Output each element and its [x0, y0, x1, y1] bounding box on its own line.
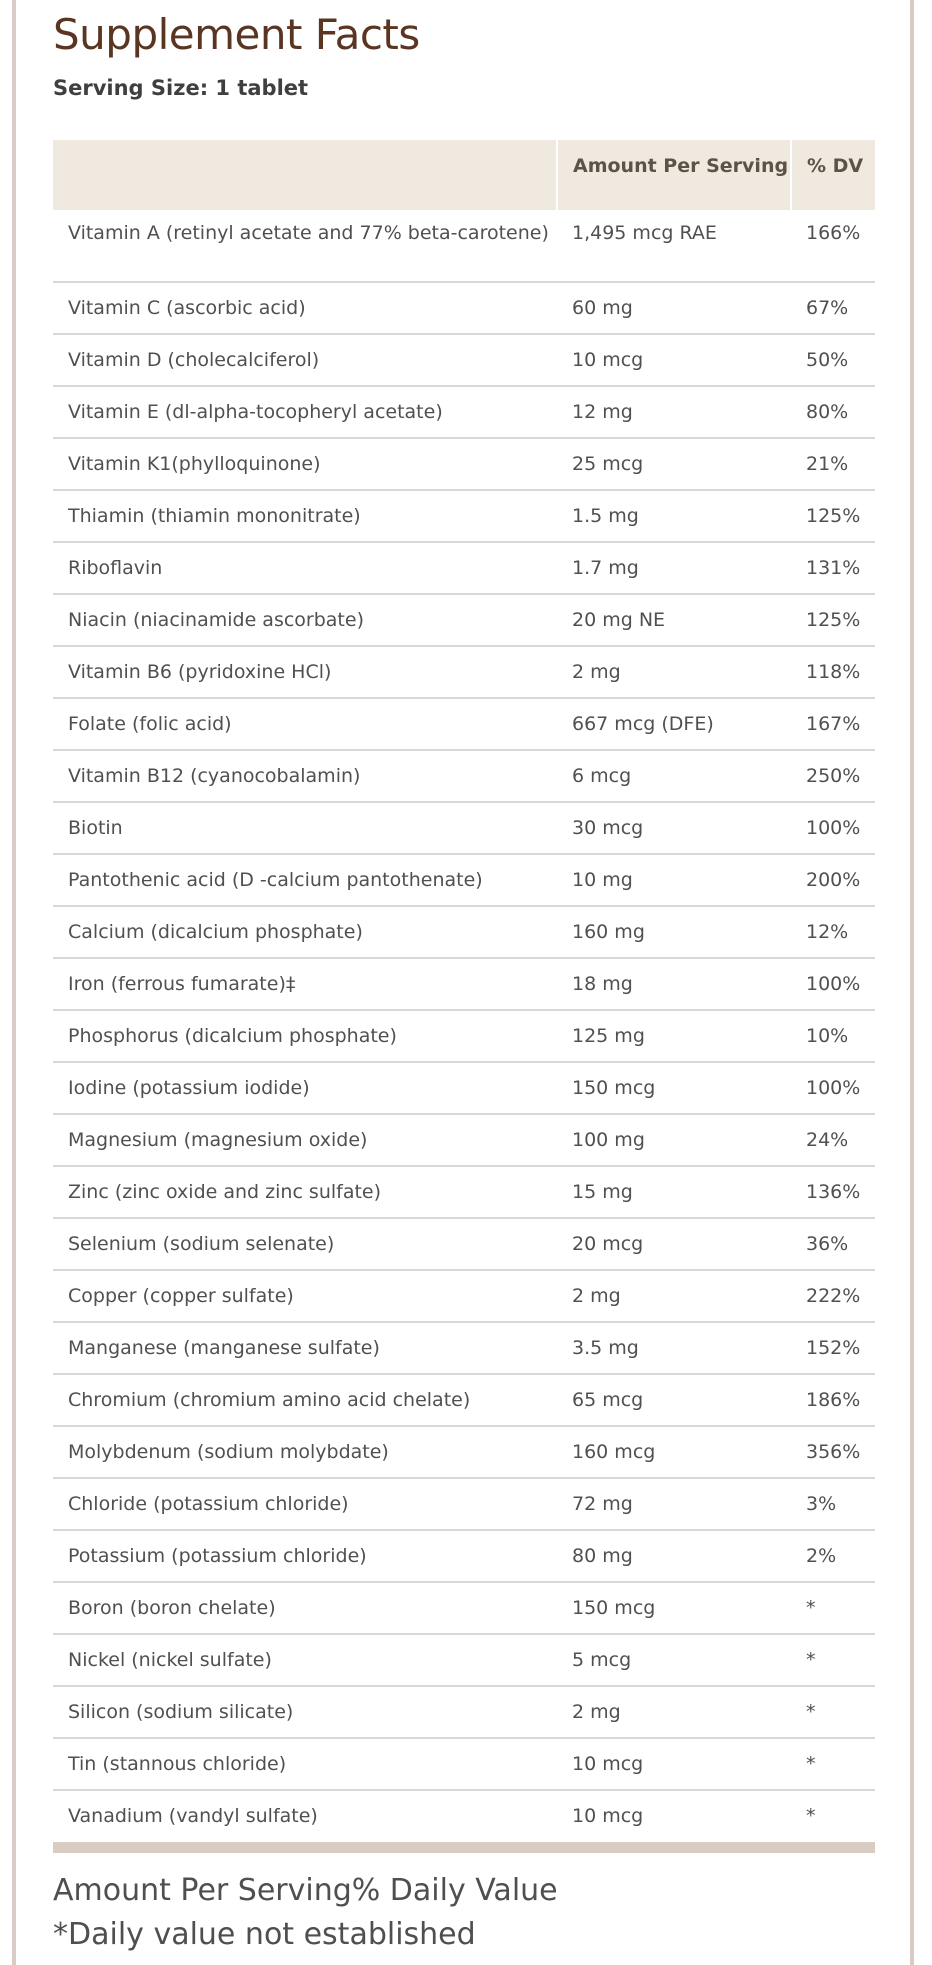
nutrient-name: Vitamin B6 (pyridoxine HCl) [53, 646, 557, 698]
percent-dv: 200% [791, 854, 875, 906]
nutrient-name: Riboflavin [53, 542, 557, 594]
amount-per-serving: 30 mcg [557, 802, 791, 854]
amount-per-serving: 20 mcg [557, 1218, 791, 1270]
table-row [53, 1686, 875, 1738]
percent-dv: 222% [791, 1270, 875, 1322]
footnote-not-established: *Daily value not established [53, 1917, 476, 1952]
table-row [53, 1790, 875, 1842]
table-row [53, 1738, 875, 1790]
nutrient-name: Biotin [53, 802, 557, 854]
nutrient-name: Pantothenic acid (D -calcium pantothenate) [53, 854, 557, 906]
percent-dv: * [791, 1738, 875, 1790]
nutrient-name: Silicon (sodium silicate) [53, 1686, 557, 1738]
percent-dv: 50% [791, 334, 875, 386]
nutrient-name: Vitamin A (retinyl acetate and 77% beta-carotene) [53, 210, 557, 282]
nutrient-name: Thiamin (thiamin mononitrate) [53, 490, 557, 542]
nutrient-name: Vitamin K1(phylloquinone) [53, 438, 557, 490]
table-row [53, 1634, 875, 1686]
nutrient-name: Vitamin B12 (cyanocobalamin) [53, 750, 557, 802]
amount-per-serving: 667 mcg (DFE) [557, 698, 791, 750]
percent-dv: 10% [791, 1010, 875, 1062]
nutrient-name: Chloride (potassium chloride) [53, 1478, 557, 1530]
nutrient-name: Nickel (nickel sulfate) [53, 1634, 557, 1686]
nutrient-name: Vanadium (vandyl sulfate) [68, 1805, 318, 1827]
table-row [53, 750, 875, 802]
amount-per-serving: 100 mg [557, 1114, 791, 1166]
table-header-row [53, 140, 875, 210]
amount-per-serving: 5 mcg [557, 1634, 791, 1686]
table-row [53, 490, 875, 542]
percent-dv: * [791, 1582, 875, 1634]
table-row [53, 438, 875, 490]
nutrient-name: Selenium (sodium selenate) [53, 1218, 557, 1270]
amount-per-serving: 65 mcg [557, 1374, 791, 1426]
nutrient-name: Chromium (chromium amino acid chelate) [53, 1374, 557, 1426]
amount-per-serving: 125 mg [557, 1010, 791, 1062]
table-row [53, 646, 875, 698]
table-row [53, 1478, 875, 1530]
percent-dv: 100% [791, 1062, 875, 1114]
percent-dv: 2% [791, 1530, 875, 1582]
table-row [53, 542, 875, 594]
amount-per-serving: 160 mg [557, 906, 791, 958]
amount-per-serving: 10 mcg [557, 334, 791, 386]
percent-dv: 80% [791, 386, 875, 438]
amount-per-serving: 1.5 mg [557, 490, 791, 542]
table-row [53, 1114, 875, 1166]
amount-per-serving: 150 mcg [557, 1062, 791, 1114]
table-row [53, 1218, 875, 1270]
percent-dv: * [806, 1805, 816, 1827]
percent-dv: 125% [791, 594, 875, 646]
percent-dv: 36% [791, 1218, 875, 1270]
table-row [53, 854, 875, 906]
nutrient-name: Vitamin D (cholecalciferol) [53, 334, 557, 386]
table-row [53, 1322, 875, 1374]
table-row [53, 282, 875, 334]
table-row [53, 334, 875, 386]
nutrient-name: Magnesium (magnesium oxide) [53, 1114, 557, 1166]
nutrient-name: Iron (ferrous fumarate)‡ [53, 958, 557, 1010]
amount-per-serving: 20 mg NE [557, 594, 791, 646]
supplement-facts-table [53, 140, 875, 1853]
percent-dv: 152% [791, 1322, 875, 1374]
percent-dv: 166% [791, 210, 875, 282]
amount-per-serving: 60 mg [557, 282, 791, 334]
table-row [53, 1270, 875, 1322]
nutrient-name: Phosphorus (dicalcium phosphate) [53, 1010, 557, 1062]
percent-dv: 24% [791, 1114, 875, 1166]
nutrient-name: Tin (stannous chloride) [53, 1738, 557, 1790]
amount-per-serving: 6 mcg [557, 750, 791, 802]
table-row [53, 1426, 875, 1478]
percent-dv: 250% [791, 750, 875, 802]
header-percent-dv: % DV [791, 140, 875, 210]
nutrient-name: Vitamin E (dl-alpha-tocopheryl acetate) [53, 386, 557, 438]
table-row [53, 1530, 875, 1582]
serving-size: Serving Size: 1 tablet [53, 76, 309, 100]
percent-dv: 12% [791, 906, 875, 958]
nutrient-name: Niacin (niacinamide ascorbate) [53, 594, 557, 646]
nutrient-name: Calcium (dicalcium phosphate) [53, 906, 557, 958]
percent-dv: 67% [791, 282, 875, 334]
amount-per-serving: 2 mg [557, 646, 791, 698]
percent-dv: 167% [791, 698, 875, 750]
amount-per-serving: 10 mg [557, 854, 791, 906]
nutrient-name: Vitamin C (ascorbic acid) [53, 282, 557, 334]
table-row [53, 906, 875, 958]
amount-per-serving: 10 mcg [557, 1738, 791, 1790]
amount-per-serving: 1,495 mcg RAE [557, 210, 791, 282]
nutrient-name: Zinc (zinc oxide and zinc sulfate) [53, 1166, 557, 1218]
nutrient-name: Potassium (potassium chloride) [53, 1530, 557, 1582]
nutrient-name: Iodine (potassium iodide) [53, 1062, 557, 1114]
amount-per-serving: 1.7 mg [557, 542, 791, 594]
percent-dv: 136% [791, 1166, 875, 1218]
amount-per-serving: 18 mg [557, 958, 791, 1010]
percent-dv: 356% [791, 1426, 875, 1478]
percent-dv: 100% [791, 802, 875, 854]
amount-per-serving: 2 mg [557, 1686, 791, 1738]
amount-per-serving: 25 mcg [557, 438, 791, 490]
percent-dv: 125% [791, 490, 875, 542]
table-row [53, 1166, 875, 1218]
amount-per-serving: 3.5 mg [557, 1322, 791, 1374]
amount-per-serving: 2 mg [557, 1270, 791, 1322]
table-row [53, 210, 875, 282]
table-row [53, 594, 875, 646]
page-title: Supplement Facts [53, 10, 420, 59]
nutrient-name: Molybdenum (sodium molybdate) [53, 1426, 557, 1478]
header-nutrient [53, 140, 557, 210]
amount-per-serving: 12 mg [557, 386, 791, 438]
table-row [53, 1062, 875, 1114]
amount-per-serving: 80 mg [557, 1530, 791, 1582]
nutrient-name: Boron (boron chelate) [53, 1582, 557, 1634]
amount-per-serving: 15 mg [557, 1166, 791, 1218]
header-amount-per-serving: Amount Per Serving [557, 140, 791, 210]
table-row [53, 698, 875, 750]
percent-dv: 118% [791, 646, 875, 698]
footnote-amount-dv: Amount Per Serving% Daily Value [53, 1873, 558, 1908]
percent-dv: 100% [791, 958, 875, 1010]
percent-dv: 131% [791, 542, 875, 594]
nutrient-name: Copper (copper sulfate) [53, 1270, 557, 1322]
table-row [53, 1010, 875, 1062]
table-row [53, 1582, 875, 1634]
amount-per-serving: 160 mcg [557, 1426, 791, 1478]
percent-dv: 186% [791, 1374, 875, 1426]
table-row [53, 958, 875, 1010]
amount-per-serving: 72 mg [557, 1478, 791, 1530]
nutrient-name: Manganese (manganese sulfate) [53, 1322, 557, 1374]
table-row [53, 1374, 875, 1426]
percent-dv: * [791, 1686, 875, 1738]
nutrient-name: Folate (folic acid) [53, 698, 557, 750]
percent-dv: * [791, 1634, 875, 1686]
table-footer-bar [53, 1842, 875, 1853]
amount-per-serving: 150 mcg [557, 1582, 791, 1634]
percent-dv: 21% [791, 438, 875, 490]
amount-per-serving: 10 mcg [572, 1805, 644, 1827]
percent-dv: 3% [791, 1478, 875, 1530]
table-row [53, 386, 875, 438]
table-row [53, 802, 875, 854]
